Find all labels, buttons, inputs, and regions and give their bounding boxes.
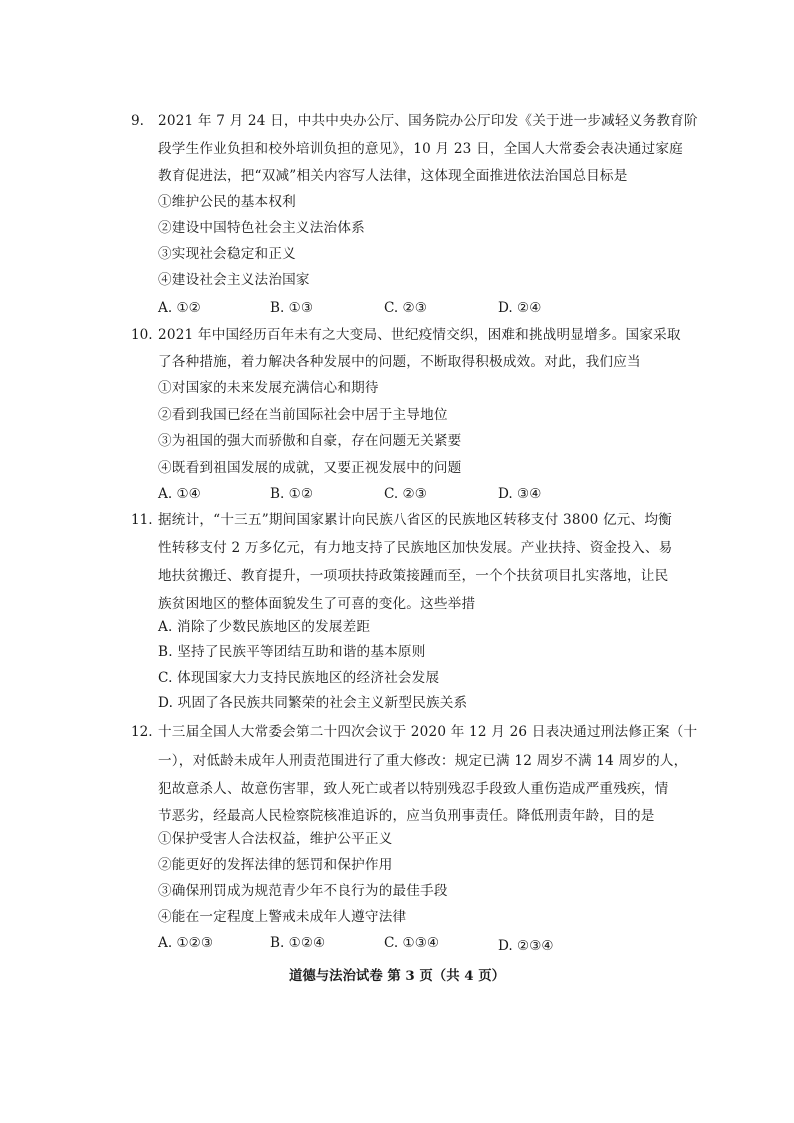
page-footer: 道德与法治试卷 第 3 页（共 4 页）	[288, 968, 506, 984]
answer-option-c: C. ①③④	[384, 935, 440, 951]
statement-item: ①对国家的未来发展充满信心和期待	[158, 380, 379, 396]
question-text: 了各种措施，着力解决各种发展中的问题，不断取得积极成效。对此，我们应当	[158, 354, 641, 370]
answer-option-a: A. ①②③	[158, 935, 214, 951]
question-number: 12.	[131, 724, 153, 740]
answer-option-c: C. ②③	[384, 300, 427, 316]
question-text: 2021 年 7 月 24 日，中共中央办公厅、国务院办公厅印发《关于进一步减轻义务教育阶	[158, 113, 698, 129]
question-text: 据统计，“十三五”期间国家累计向民族八省区的民族地区转移支付 3800 亿元、均衡	[158, 512, 672, 528]
statement-item: ②能更好的发挥法律的惩罚和保护作用	[158, 857, 393, 873]
question-text: 节恶劣，经最高人民检察院核准追诉的，应当负刑事责任。降低刑责年龄，目的是	[158, 808, 655, 824]
answer-option-d: D. 巩固了各民族共同繁荣的社会主义新型民族关系	[158, 695, 468, 711]
statement-item: ④建设社会主义法治国家	[158, 272, 310, 288]
question-number: 11.	[131, 512, 153, 528]
question-number: 10.	[131, 327, 153, 343]
answer-option-d: D. ②④	[498, 300, 542, 316]
question-text: 一），对低龄未成年人刑责范围进行了重大修改：规定已满 12 周岁不满 14 周岁的人，	[158, 753, 688, 769]
question-text: 族贫困地区的整体面貌发生了可喜的变化。这些举措	[158, 596, 476, 612]
question-text: 性转移支付 2 万多亿元，有力地支持了民族地区加快发展。产业扶持、资金投入、易	[158, 540, 673, 556]
answer-option-d: D. ②③④	[498, 938, 554, 954]
question-text: 犯故意杀人、故意伤害罪，致人死亡或者以特别残忍手段致人重伤造成严重残疾，情	[158, 781, 669, 797]
question-number: 9.	[131, 113, 144, 129]
question-text: 十三届全国人大常委会第二十四次会议于 2020 年 12 月 26 日表决通过刑法修正案（十	[158, 724, 698, 740]
answer-option-b: B. ①②④	[270, 935, 326, 951]
statement-item: ④能在一定程度上警戒未成年人遵守法律	[158, 909, 407, 925]
statement-item: ④既看到祖国发展的成就，又要正视发展中的问题	[158, 460, 462, 476]
answer-option-c: C. 体现国家大力支持民族地区的经济社会发展	[158, 670, 440, 686]
answer-option-a: A. ①②	[158, 300, 201, 316]
question-text: 地扶贫搬迁、教育提升，一项项扶持政策接踵而至，一个个扶贫项目扎实落地，让民	[158, 568, 669, 584]
answer-option-b: B. 坚持了民族平等团结互助和谐的基本原则	[158, 644, 426, 660]
statement-item: ③为祖国的强大而骄傲和自豪，存在问题无关紧要	[158, 433, 462, 449]
statement-item: ③确保刑罚成为规范青少年不良行为的最佳手段	[158, 883, 448, 899]
question-text: 教育促进法，把“双减”相关内容写人法律，这体现全面推进依法治国总目标是	[158, 168, 628, 184]
statement-item: ②看到我国已经在当前国际社会中居于主导地位	[158, 407, 448, 423]
question-text: 段学生作业负担和校外培训负担的意见》，10 月 23 日，全国人大常委会表决通过家庭	[158, 141, 683, 157]
question-text: 2021 年中国经历百年未有之大变局、世纪疫情交织，困难和挑战明显增多。国家采取	[158, 327, 681, 343]
answer-option-b: B. ①③	[270, 300, 314, 316]
statement-item: ①保护受害人合法权益，维护公平正义	[158, 831, 393, 847]
statement-item: ①维护公民的基本权利	[158, 194, 296, 210]
answer-option-c: C. ②③	[384, 486, 427, 502]
answer-option-a: A. ①④	[158, 486, 201, 502]
answer-option-a: A. 消除了少数民族地区的发展差距	[158, 619, 371, 635]
statement-item: ③实现社会稳定和正义	[158, 246, 296, 262]
answer-option-b: B. ①②	[270, 486, 314, 502]
statement-item: ②建设中国特色社会主义法治体系	[158, 220, 365, 236]
answer-option-d: D. ③④	[498, 486, 542, 502]
